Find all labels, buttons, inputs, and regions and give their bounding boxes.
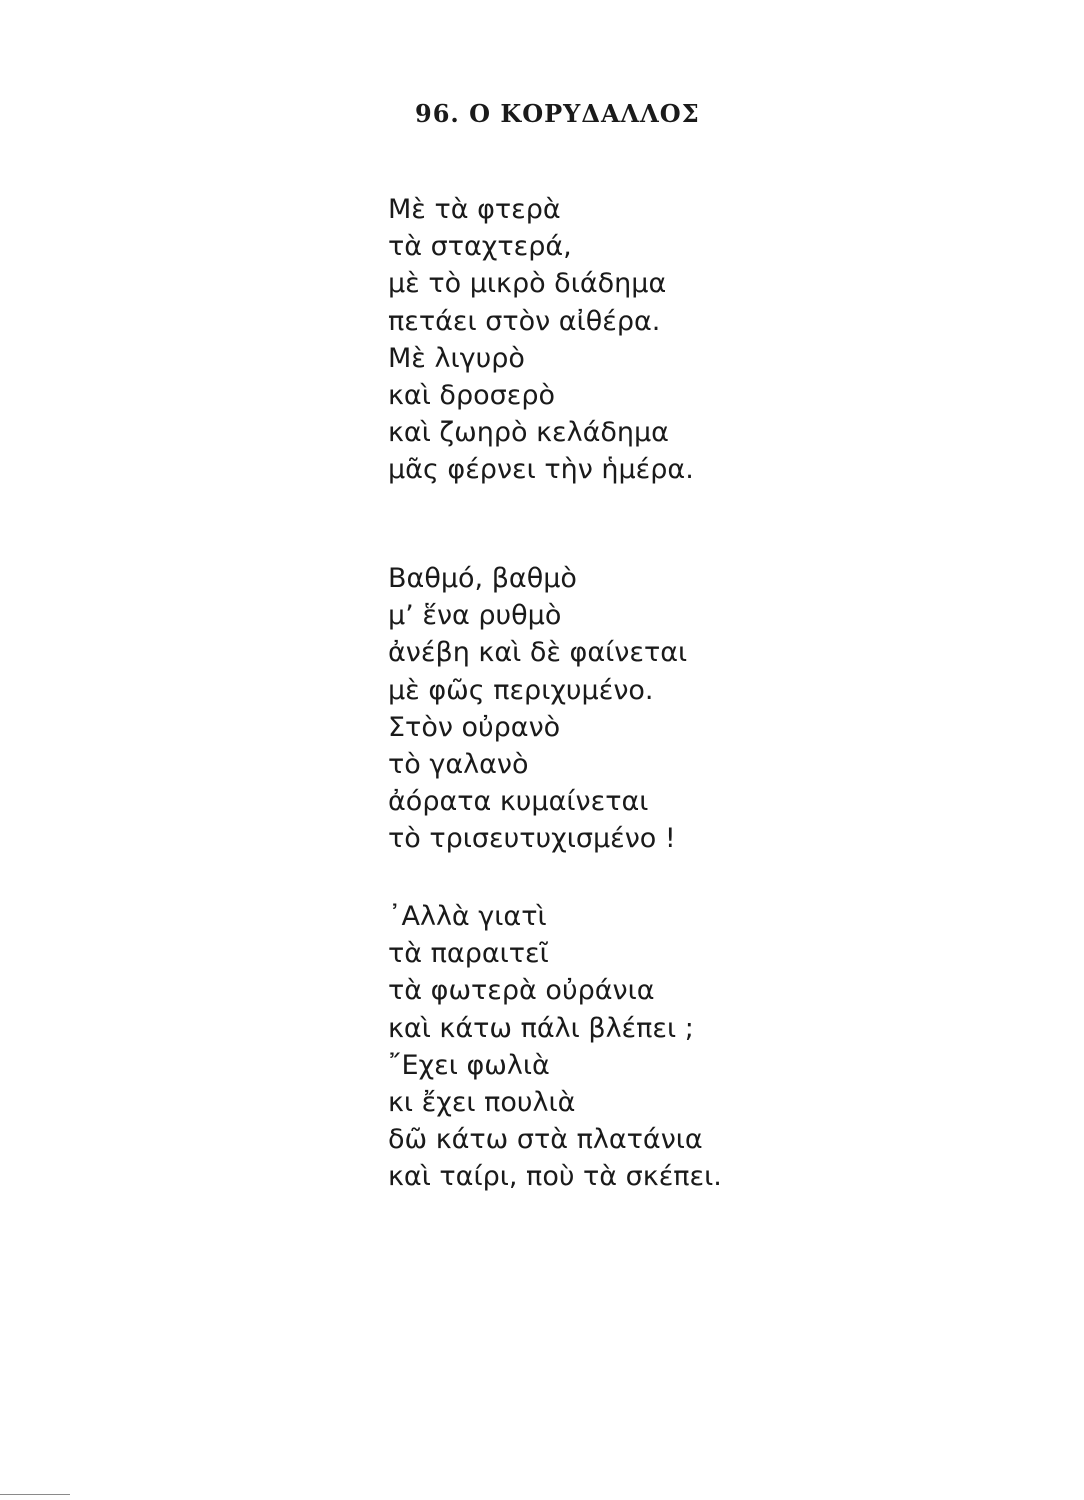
poem-line: ἀνέβη καὶ δὲ φαίνεται (388, 637, 688, 669)
poem-line: Βαθμό, βαθμὸ (388, 563, 577, 594)
poem-line: τὸ τρισευτυχισμένο ! (388, 823, 676, 855)
stanza-1 (388, 191, 694, 489)
poem-line: ῎Εχει φωλιὰ (388, 1049, 550, 1081)
poem-line: καὶ δροσερὸ (388, 379, 555, 411)
poem-line: μὲ φῶς περιχυμένο. (388, 674, 654, 706)
poem-line: μ’ ἕνα ρυθμὸ (388, 600, 562, 632)
poem-line: μὲ τὸ μικρὸ διάδημα (388, 268, 667, 300)
poem-line: καὶ ζωηρὸ κελάδημα (388, 417, 669, 449)
poem-line: ἀόρατα κυμαίνεται (388, 786, 649, 818)
poem-line: τὰ παραιτεῖ (388, 938, 549, 970)
poem-line: Στὸν οὐρανὸ (388, 711, 561, 743)
poem-line: Μὲ τὰ φτερὰ (388, 194, 561, 225)
poem-line: μᾶς φέρνει τὴν ἡμέρα. (388, 454, 694, 486)
poem-line: τὸ γαλανὸ (388, 748, 529, 780)
poem-line: κι ἔχει πουλιὰ (388, 1086, 576, 1118)
poem-line: τὰ φωτερὰ οὐράνια (388, 975, 655, 1007)
poem-line: καὶ ταίρι, ποὺ τὰ σκέπει. (388, 1161, 722, 1193)
poem-line: καὶ κάτω πάλι βλέπει ; (388, 1012, 694, 1044)
poem-line: Μὲ λιγυρὸ (388, 342, 525, 374)
poem-line: δῶ κάτω στὰ πλατάνια (388, 1124, 703, 1156)
stanza-2 (388, 560, 687, 858)
poem-line: τὰ σταχτερά, (388, 231, 572, 263)
poem-line: πετάει στὸν αἰθέρα. (388, 305, 661, 337)
stanza-3 (388, 898, 722, 1196)
scan-edge-rule (0, 1494, 70, 1495)
poem-line: ᾿Αλλὰ γιατὶ (388, 901, 547, 932)
poem-title: 96. Ο ΚΟΡΥΔΑΛΛΟΣ (415, 99, 700, 128)
